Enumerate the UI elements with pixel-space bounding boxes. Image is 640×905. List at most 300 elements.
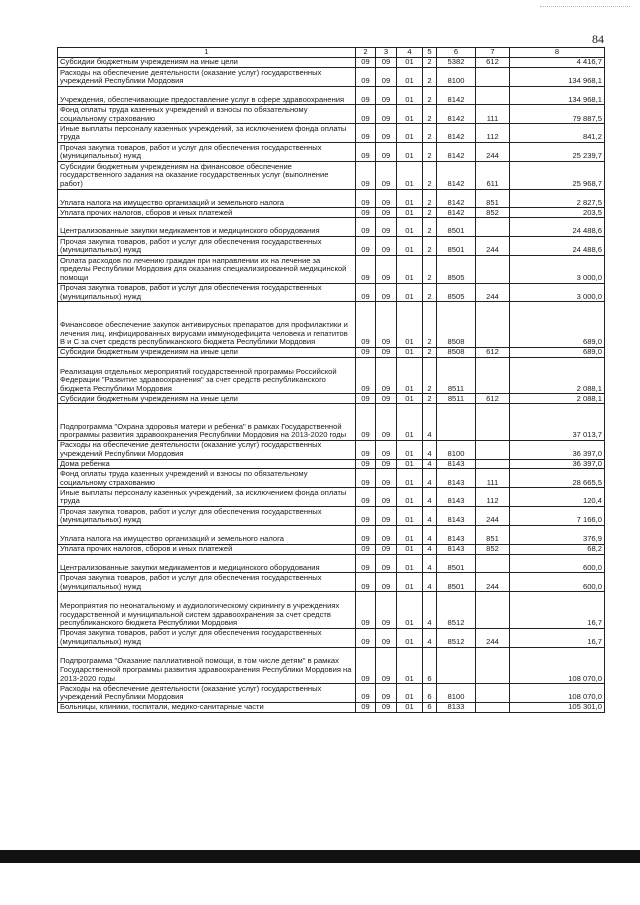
amount-cell: 25 239,7 [510,143,605,162]
target-code-cell: 8142 [437,161,476,189]
subprogram-code-cell: 4 [423,440,437,459]
expense-type-cell: 851 [476,189,510,208]
col-header-3: 3 [376,48,397,58]
expense-type-cell [476,554,510,573]
subprogram-code-cell: 4 [423,573,437,592]
expense-name-cell: Больницы, клиники, госпитали, медико-санитарные части [58,702,356,712]
subprogram-code-cell: 6 [423,702,437,712]
expense-name-cell: Расходы на обеспечение деятельности (оказание услуг) государственных учреждений Республики Мордовия [58,440,356,459]
program-code-cell: 01 [397,283,423,302]
table-row [58,592,605,629]
expense-name-cell: Финансовое обеспечение закупок антивирусных препаратов для профилактики и лечения лиц, инфицированных вирусами иммунодефицита человека и гепатитов В и С за счет средств республиканского бюджета Республики Мордовия [58,302,356,348]
expense-name-cell: Учреждения, обеспечивающие предоставление услуг в сфере здравоохранения [58,86,356,105]
subsection-code-cell: 09 [376,647,397,684]
subprogram-code-cell: 4 [423,544,437,554]
expense-name-cell: Уплата прочих налогов, сборов и иных платежей [58,208,356,218]
subsection-code-cell: 09 [376,628,397,647]
target-code-cell: 8143 [437,525,476,544]
subprogram-code-cell: 2 [423,105,437,124]
section-code-cell: 09 [356,394,376,404]
budget-table [57,47,605,713]
target-code-cell: 8511 [437,394,476,404]
target-code-cell [437,647,476,684]
amount-cell: 36 397,0 [510,459,605,469]
section-code-cell: 09 [356,283,376,302]
section-code-cell: 09 [356,208,376,218]
amount-cell: 2 088,1 [510,394,605,404]
subsection-code-cell: 09 [376,86,397,105]
program-code-cell: 01 [397,628,423,647]
amount-cell: 2 088,1 [510,357,605,394]
target-code-cell: 8501 [437,218,476,237]
section-code-cell: 09 [356,702,376,712]
col-header-1: 1 [58,48,356,58]
amount-cell: 108 070,0 [510,684,605,703]
table-row [58,488,605,507]
target-code-cell: 8133 [437,702,476,712]
table-row [58,218,605,237]
subsection-code-cell: 09 [376,208,397,218]
expense-name-cell: Субсидии бюджетным учреждениям на иные цели [58,58,356,68]
subsection-code-cell: 09 [376,488,397,507]
amount-cell: 600,0 [510,554,605,573]
subsection-code-cell: 09 [376,525,397,544]
subprogram-code-cell: 2 [423,302,437,348]
table-row [58,143,605,162]
amount-cell: 24 488,6 [510,218,605,237]
program-code-cell: 01 [397,702,423,712]
program-code-cell: 01 [397,647,423,684]
table-row [58,469,605,488]
section-code-cell: 09 [356,347,376,357]
program-code-cell: 01 [397,507,423,526]
section-code-cell: 09 [356,105,376,124]
subprogram-code-cell: 2 [423,255,437,283]
expense-type-cell: 612 [476,394,510,404]
expense-name-cell: Прочая закупка товаров, работ и услуг для обеспечения государственных (муниципальных) нужд [58,237,356,256]
target-code-cell: 8142 [437,105,476,124]
section-code-cell: 09 [356,544,376,554]
subprogram-code-cell: 4 [423,507,437,526]
subprogram-code-cell: 2 [423,283,437,302]
subsection-code-cell: 09 [376,440,397,459]
subsection-code-cell: 09 [376,544,397,554]
expense-type-cell: 244 [476,143,510,162]
subsection-code-cell: 09 [376,218,397,237]
target-code-cell: 5382 [437,58,476,68]
expense-name-cell: Уплата прочих налогов, сборов и иных платежей [58,544,356,554]
program-code-cell: 01 [397,592,423,629]
expense-name-cell: Дома ребенка [58,459,356,469]
expense-type-cell: 111 [476,105,510,124]
table-row [58,394,605,404]
program-code-cell: 01 [397,86,423,105]
subprogram-code-cell: 2 [423,237,437,256]
expense-name-cell: Иные выплаты персоналу казенных учреждений, за исключением фонда оплаты труда [58,124,356,143]
subprogram-code-cell: 4 [423,592,437,629]
subsection-code-cell: 09 [376,347,397,357]
expense-name-cell: Прочая закупка товаров, работ и услуг для обеспечения государственных (муниципальных) нужд [58,573,356,592]
subsection-code-cell: 09 [376,124,397,143]
subprogram-code-cell: 2 [423,143,437,162]
target-code-cell: 8508 [437,347,476,357]
amount-cell: 203,5 [510,208,605,218]
expense-type-cell [476,684,510,703]
program-code-cell: 01 [397,58,423,68]
subsection-code-cell: 09 [376,161,397,189]
expense-type-cell [476,255,510,283]
target-code-cell: 8505 [437,283,476,302]
expense-name-cell: Фонд оплаты труда казенных учреждений и взносы по обязательному социальному страхованию [58,105,356,124]
section-code-cell: 09 [356,161,376,189]
subprogram-code-cell: 2 [423,347,437,357]
target-code-cell: 8501 [437,573,476,592]
table-row [58,525,605,544]
expense-name-cell: Централизованные закупки медикаментов и медицинского оборудования [58,554,356,573]
section-code-cell: 09 [356,67,376,86]
subsection-code-cell: 09 [376,283,397,302]
expense-name-cell: Расходы на обеспечение деятельности (оказание услуг) государственных учреждений Республики Мордовия [58,684,356,703]
program-code-cell: 01 [397,143,423,162]
expense-type-cell [476,302,510,348]
col-header-5: 5 [423,48,437,58]
program-code-cell: 01 [397,124,423,143]
section-code-cell: 09 [356,86,376,105]
program-code-cell: 01 [397,347,423,357]
table-row [58,357,605,394]
expense-type-cell: 244 [476,628,510,647]
subprogram-code-cell: 2 [423,357,437,394]
section-code-cell: 09 [356,647,376,684]
table-row [58,554,605,573]
expense-type-cell: 112 [476,488,510,507]
table-header-row [58,48,605,58]
expense-type-cell: 612 [476,347,510,357]
program-code-cell: 01 [397,469,423,488]
expense-name-cell: Фонд оплаты труда казенных учреждений и взносы по обязательному социальному страхованию [58,469,356,488]
subsection-code-cell: 09 [376,255,397,283]
amount-cell: 841,2 [510,124,605,143]
subsection-code-cell: 09 [376,404,397,441]
section-code-cell: 09 [356,143,376,162]
expense-name-cell: Прочая закупка товаров, работ и услуг для обеспечения государственных (муниципальных) нужд [58,143,356,162]
section-code-cell: 09 [356,237,376,256]
expense-type-cell: 112 [476,124,510,143]
subprogram-code-cell: 2 [423,208,437,218]
subprogram-code-cell: 6 [423,647,437,684]
amount-cell: 108 070,0 [510,647,605,684]
amount-cell: 689,0 [510,347,605,357]
amount-cell: 120,4 [510,488,605,507]
program-code-cell: 01 [397,161,423,189]
program-code-cell: 01 [397,440,423,459]
expense-name-cell: Прочая закупка товаров, работ и услуг для обеспечения государственных (муниципальных) нужд [58,283,356,302]
program-code-cell: 01 [397,404,423,441]
subsection-code-cell: 09 [376,237,397,256]
program-code-cell: 01 [397,573,423,592]
expense-type-cell: 244 [476,283,510,302]
amount-cell: 16,7 [510,592,605,629]
target-code-cell: 8142 [437,143,476,162]
subsection-code-cell: 09 [376,702,397,712]
subsection-code-cell: 09 [376,459,397,469]
table-row [58,124,605,143]
col-header-7: 7 [476,48,510,58]
program-code-cell: 01 [397,67,423,86]
subsection-code-cell: 09 [376,592,397,629]
section-code-cell: 09 [356,440,376,459]
target-code-cell: 8508 [437,302,476,348]
expense-name-cell: Оплата расходов по лечению граждан при направлении их на лечение за пределы Республики Мордовия для оказания специализированной медицинской помощи [58,255,356,283]
target-code-cell: 8100 [437,440,476,459]
target-code-cell: 8143 [437,507,476,526]
expense-type-cell [476,86,510,105]
amount-cell: 37 013,7 [510,404,605,441]
program-code-cell: 01 [397,302,423,348]
subsection-code-cell: 09 [376,394,397,404]
target-code-cell: 8142 [437,86,476,105]
amount-cell: 134 968,1 [510,86,605,105]
section-code-cell: 09 [356,469,376,488]
subprogram-code-cell: 4 [423,525,437,544]
subprogram-code-cell: 4 [423,554,437,573]
expense-type-cell: 852 [476,208,510,218]
scan-bottom-edge [0,850,640,863]
expense-type-cell: 244 [476,237,510,256]
program-code-cell: 01 [397,189,423,208]
table-row [58,237,605,256]
expense-name-cell: Уплата налога на имущество организаций и земельного налога [58,189,356,208]
expense-name-cell: Иные выплаты персоналу казенных учреждений, за исключением фонда оплаты труда [58,488,356,507]
section-code-cell: 09 [356,58,376,68]
amount-cell: 134 968,1 [510,67,605,86]
subprogram-code-cell: 2 [423,161,437,189]
table-row [58,459,605,469]
table-row [58,440,605,459]
target-code-cell: 8100 [437,684,476,703]
table-row [58,208,605,218]
section-code-cell: 09 [356,218,376,237]
subsection-code-cell: 09 [376,143,397,162]
subsection-code-cell: 09 [376,302,397,348]
program-code-cell: 01 [397,684,423,703]
expense-type-cell: 611 [476,161,510,189]
table-row [58,628,605,647]
program-code-cell: 01 [397,105,423,124]
program-code-cell: 01 [397,255,423,283]
table-row [58,189,605,208]
target-code-cell: 8100 [437,67,476,86]
subprogram-code-cell: 4 [423,469,437,488]
expense-type-cell [476,67,510,86]
expense-name-cell: Реализация отдельных мероприятий государственной программы Российской Федерации "Развитие здравоохранения" за счет средств республиканского бюджета Республики Мордовия [58,357,356,394]
col-header-4: 4 [397,48,423,58]
table-row [58,507,605,526]
expense-type-cell [476,459,510,469]
target-code-cell: 8143 [437,544,476,554]
subprogram-code-cell: 4 [423,628,437,647]
expense-type-cell: 612 [476,58,510,68]
expense-name-cell: Подпрограмма "Оказание паллиативной помощи, в том числе детям" в рамках Государственной программы развития здравоохранения Республики Мордовия на 2013-2020 годы [58,647,356,684]
amount-cell: 7 166,0 [510,507,605,526]
target-code-cell: 8142 [437,124,476,143]
target-code-cell: 8512 [437,628,476,647]
amount-cell: 3 000,0 [510,283,605,302]
expense-type-cell [476,440,510,459]
expense-name-cell: Централизованные закупки медикаментов и медицинского оборудования [58,218,356,237]
subsection-code-cell: 09 [376,573,397,592]
program-code-cell: 01 [397,357,423,394]
table-row [58,161,605,189]
section-code-cell: 09 [356,573,376,592]
subsection-code-cell: 09 [376,67,397,86]
table-row [58,255,605,283]
expense-name-cell: Прочая закупка товаров, работ и услуг для обеспечения государственных (муниципальных) нужд [58,507,356,526]
table-row [58,684,605,703]
target-code-cell [437,404,476,441]
expense-type-cell [476,218,510,237]
subsection-code-cell: 09 [376,469,397,488]
amount-cell: 25 968,7 [510,161,605,189]
amount-cell: 600,0 [510,573,605,592]
amount-cell: 68,2 [510,544,605,554]
subprogram-code-cell: 2 [423,67,437,86]
section-code-cell: 09 [356,404,376,441]
amount-cell: 2 827,5 [510,189,605,208]
target-code-cell: 8143 [437,469,476,488]
program-code-cell: 01 [397,208,423,218]
table-row [58,58,605,68]
target-code-cell: 8512 [437,592,476,629]
amount-cell: 79 887,5 [510,105,605,124]
section-code-cell: 09 [356,459,376,469]
program-code-cell: 01 [397,237,423,256]
expense-type-cell: 244 [476,573,510,592]
expense-name-cell: Уплата налога на имущество организаций и земельного налога [58,525,356,544]
program-code-cell: 01 [397,459,423,469]
expense-name-cell: Подпрограмма "Охрана здоровья матери и ребенка" в рамках Государственной программы развития здравоохранения Республики Мордовия на 2013-2020 годы [58,404,356,441]
expense-type-cell: 244 [476,507,510,526]
col-header-6: 6 [437,48,476,58]
section-code-cell: 09 [356,554,376,573]
table-row [58,544,605,554]
expense-name-cell: Субсидии бюджетным учреждениям на иные цели [58,394,356,404]
subsection-code-cell: 09 [376,357,397,394]
expense-name-cell: Мероприятия по неонатальному и аудиологическому скринингу в учреждениях государственной и муниципальной систем здравоохранения за счет средств республиканского бюджета Республики Мордовия [58,592,356,629]
subprogram-code-cell: 6 [423,684,437,703]
table-row [58,86,605,105]
amount-cell: 3 000,0 [510,255,605,283]
section-code-cell: 09 [356,488,376,507]
section-code-cell: 09 [356,357,376,394]
table-row [58,283,605,302]
subsection-code-cell: 09 [376,554,397,573]
program-code-cell: 01 [397,544,423,554]
table-row [58,347,605,357]
section-code-cell: 09 [356,592,376,629]
subprogram-code-cell: 2 [423,189,437,208]
table-row [58,702,605,712]
amount-cell: 24 488,6 [510,237,605,256]
target-code-cell: 8142 [437,208,476,218]
target-code-cell: 8501 [437,237,476,256]
subsection-code-cell: 09 [376,105,397,124]
section-code-cell: 09 [356,189,376,208]
expense-type-cell: 111 [476,469,510,488]
amount-cell: 16,7 [510,628,605,647]
amount-cell: 689,0 [510,302,605,348]
program-code-cell: 01 [397,525,423,544]
table-row [58,67,605,86]
subprogram-code-cell: 2 [423,86,437,105]
section-code-cell: 09 [356,525,376,544]
subsection-code-cell: 09 [376,507,397,526]
section-code-cell: 09 [356,684,376,703]
scan-margin-marks [540,6,630,9]
section-code-cell: 09 [356,255,376,283]
expense-type-cell [476,702,510,712]
expense-name-cell: Расходы на обеспечение деятельности (оказание услуг) государственных учреждений Республики Мордовия [58,67,356,86]
expense-type-cell [476,404,510,441]
page-number: 84 [592,32,604,46]
program-code-cell: 01 [397,218,423,237]
table-row [58,573,605,592]
target-code-cell: 8505 [437,255,476,283]
section-code-cell: 09 [356,302,376,348]
subprogram-code-cell: 2 [423,58,437,68]
expense-name-cell: Субсидии бюджетным учреждениям на финансовое обеспечение государственного задания на оказание государственных услуг (выполнение работ) [58,161,356,189]
amount-cell: 376,9 [510,525,605,544]
subprogram-code-cell: 4 [423,404,437,441]
section-code-cell: 09 [356,628,376,647]
table-row [58,302,605,348]
expense-name-cell: Прочая закупка товаров, работ и услуг для обеспечения государственных (муниципальных) нужд [58,628,356,647]
col-header-2: 2 [356,48,376,58]
target-code-cell: 8501 [437,554,476,573]
program-code-cell: 01 [397,554,423,573]
target-code-cell: 8143 [437,459,476,469]
subprogram-code-cell: 2 [423,124,437,143]
subsection-code-cell: 09 [376,189,397,208]
subprogram-code-cell: 4 [423,488,437,507]
subsection-code-cell: 09 [376,58,397,68]
target-code-cell: 8143 [437,488,476,507]
target-code-cell: 8142 [437,189,476,208]
expense-name-cell: Субсидии бюджетным учреждениям на иные цели [58,347,356,357]
amount-cell: 36 397,0 [510,440,605,459]
subsection-code-cell: 09 [376,684,397,703]
expense-type-cell: 851 [476,525,510,544]
section-code-cell: 09 [356,124,376,143]
table-row [58,105,605,124]
table-row [58,647,605,684]
expense-type-cell [476,647,510,684]
amount-cell: 28 665,5 [510,469,605,488]
table-row [58,404,605,441]
amount-cell: 4 416,7 [510,58,605,68]
expense-type-cell: 852 [476,544,510,554]
program-code-cell: 01 [397,394,423,404]
col-header-8: 8 [510,48,605,58]
subprogram-code-cell: 2 [423,218,437,237]
program-code-cell: 01 [397,488,423,507]
expense-type-cell [476,592,510,629]
amount-cell: 105 301,0 [510,702,605,712]
section-code-cell: 09 [356,507,376,526]
subprogram-code-cell: 4 [423,459,437,469]
target-code-cell: 8511 [437,357,476,394]
expense-type-cell [476,357,510,394]
